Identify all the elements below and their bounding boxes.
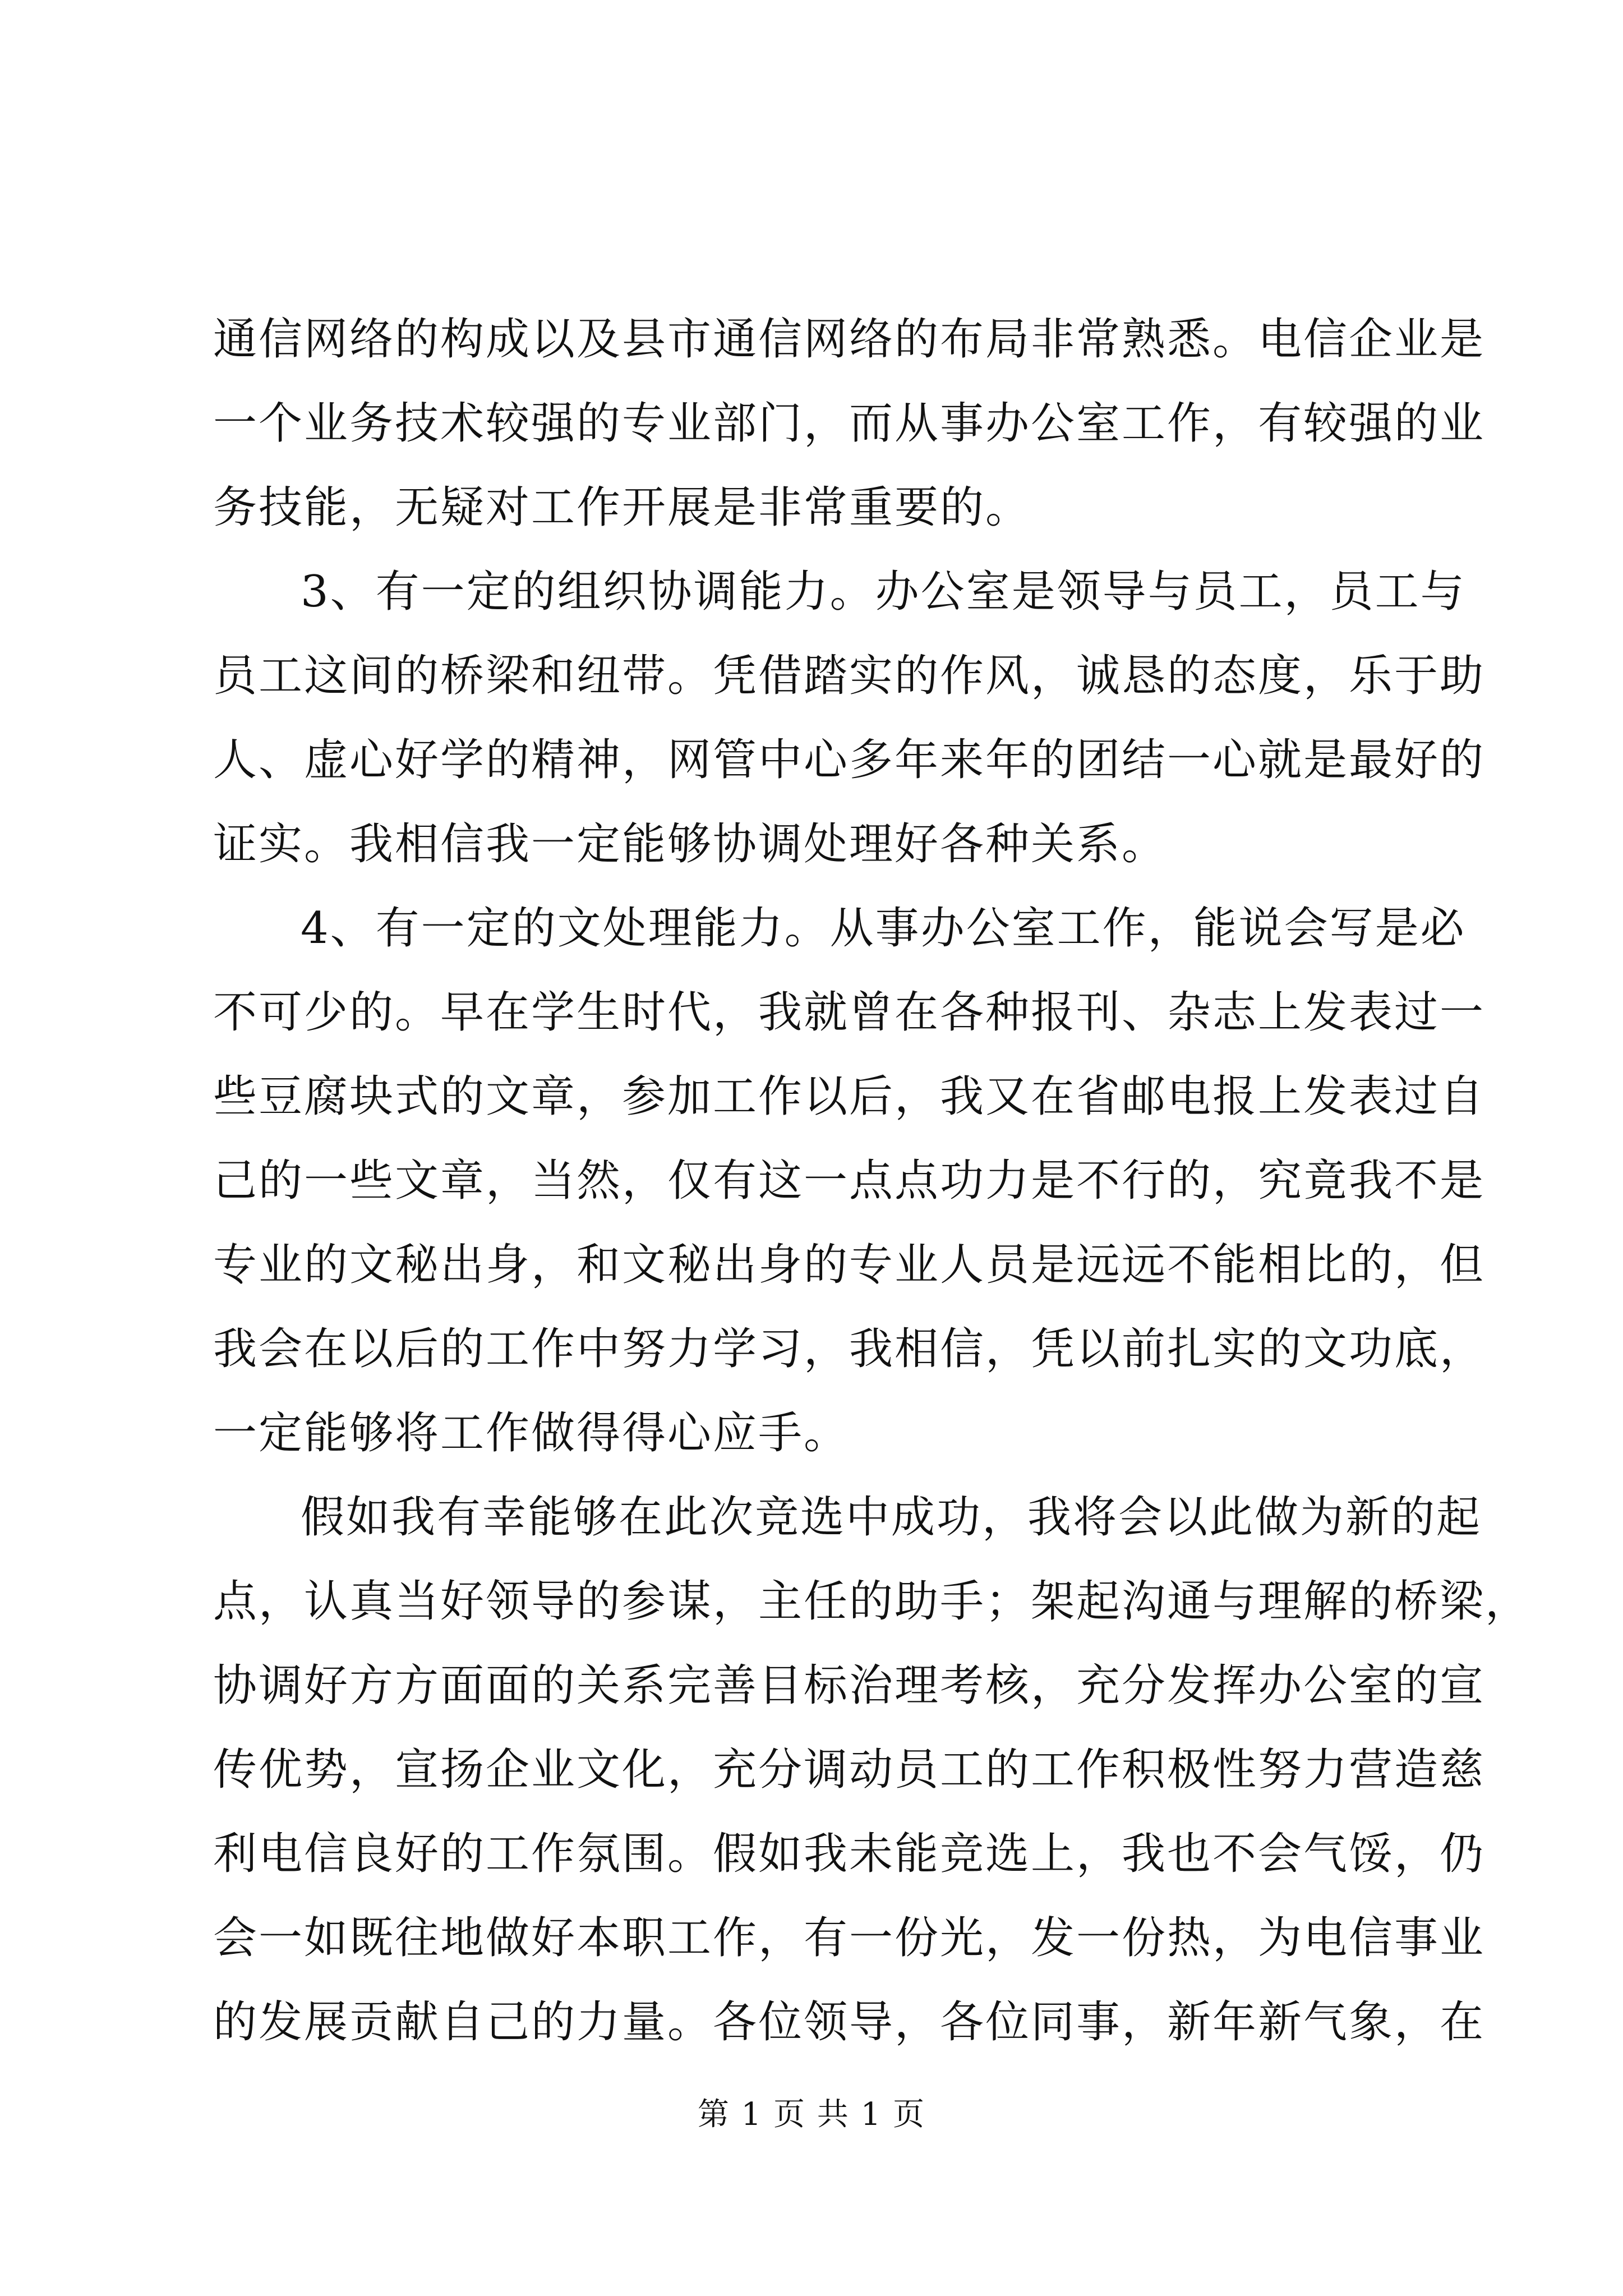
- text-line: 不可少的。早在学生时代，我就曾在各种报刊、杂志上发表过一: [213, 987, 1486, 1038]
- text-line: 会一如既往地做好本职工作，有一份光，发一份热，为电信事业: [213, 1913, 1486, 1963]
- text-line: 假如我有幸能够在此次竞选中成功，我将会以此做为新的起: [301, 1492, 1482, 1543]
- text-line: 点，认真当好领导的参谋，主任的助手；架起沟通与理解的桥梁，: [213, 1576, 1531, 1627]
- text-line: 些豆腐块式的文章，参加工作以后，我又在省邮电报上发表过自: [213, 1071, 1486, 1122]
- text-line: 员工这间的桥梁和纽带。凭借踏实的作风，诚恳的态度，乐于助: [213, 651, 1486, 701]
- text-line: 传优势，宣扬企业文化，充分调动员工的工作积极性努力营造慈: [213, 1745, 1486, 1795]
- text-line: 3、有一定的组织协调能力。办公室是领导与员工，员工与: [301, 567, 1466, 617]
- text-line: 人、虚心好学的精神，网管中心多年来年的团结一心就是最好的: [213, 735, 1486, 785]
- text-line: 一个业务技术较强的专业部门，而从事办公室工作，有较强的业: [213, 398, 1486, 449]
- text-line: 的发展贡献自己的力量。各位领导，各位同事，新年新气象，在: [213, 1997, 1486, 2047]
- text-line: 利电信良好的工作氛围。假如我未能竞选上，我也不会气馁，仍: [213, 1829, 1486, 1879]
- page-footer: 第 1 页 共 1 页: [697, 2096, 926, 2133]
- text-line: 专业的文秘出身，和文秘出身的专业人员是远远不能相比的，但: [213, 1240, 1486, 1290]
- text-line: 一定能够将工作做得得心应手。: [213, 1408, 850, 1458]
- text-line: 协调好方方面面的关系完善目标治理考核，充分发挥办公室的宣: [213, 1660, 1486, 1711]
- document-body: [213, 297, 1531, 2064]
- text-line: 证实。我相信我一定能够协调处理好各种关系。: [213, 819, 1168, 869]
- text-line: 通信网络的构成以及县市通信网络的布局非常熟悉。电信企业是: [213, 314, 1486, 365]
- text-line: 务技能，无疑对工作开展是非常重要的。: [213, 482, 1031, 533]
- text-line: 4、有一定的文处理能力。从事办公室工作，能说会写是必: [301, 903, 1466, 954]
- text-line: 己的一些文章，当然，仅有这一点点功力是不行的，究竟我不是: [213, 1156, 1486, 1206]
- text-line: 我会在以后的工作中努力学习，我相信，凭以前扎实的文功底，: [213, 1324, 1486, 1374]
